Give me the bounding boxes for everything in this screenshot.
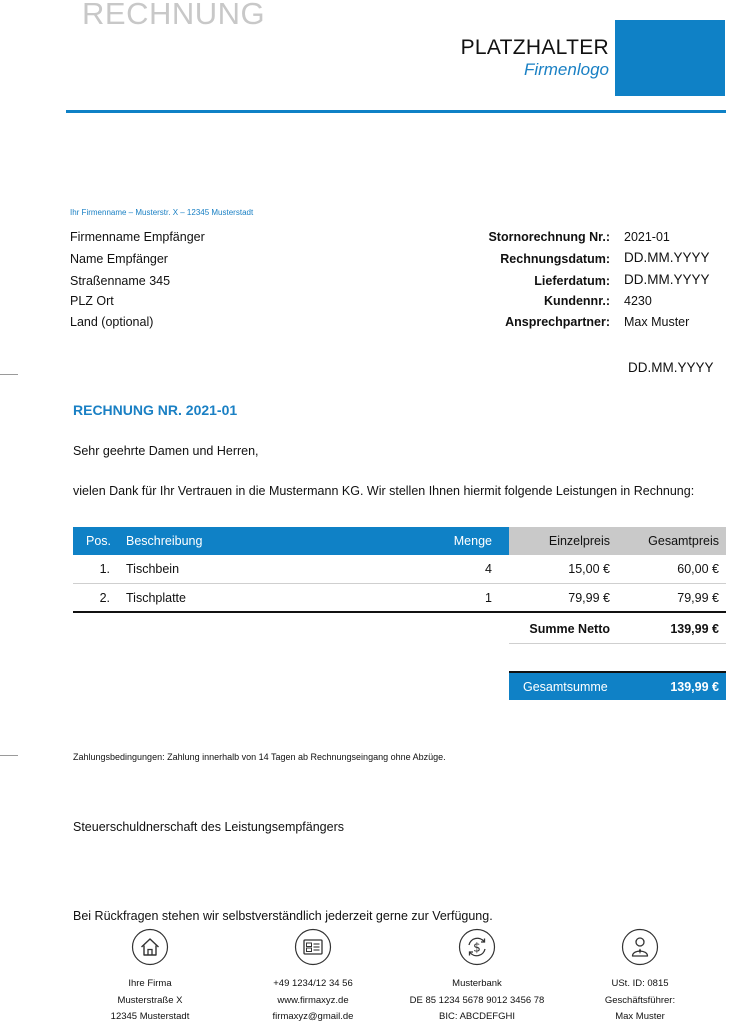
table-row — [73, 555, 726, 584]
meta-label-storno-number: Stornorechnung Nr.: — [488, 230, 610, 244]
line-items-table — [73, 527, 726, 613]
recipient-company: Firmenname Empfänger — [70, 230, 205, 244]
closing-text: Bei Rückfragen stehen wir selbstverständlich jederzeit gerne zur Verfügung. — [73, 909, 493, 923]
header-quantity: Menge — [453, 534, 492, 548]
meta-value-contact-person: Max Muster — [624, 315, 690, 329]
recipient-city: PLZ Ort — [70, 294, 114, 308]
recipient-name: Name Empfänger — [70, 252, 168, 266]
footer-contact — [223, 976, 403, 1024]
logo-line-2: Firmenlogo — [523, 60, 609, 79]
recipient-street: Straßenname 345 — [70, 274, 171, 288]
footer-email: firmaxyz@gmail.de — [272, 1011, 354, 1022]
net-sum-row — [509, 614, 726, 644]
cell-pos: 1. — [99, 562, 110, 576]
footer-company — [60, 976, 240, 1024]
cell-pos: 2. — [99, 591, 110, 605]
grand-total-value: 139,99 € — [670, 680, 719, 694]
grand-total-row — [509, 671, 726, 700]
document-title: RECHNUNG — [82, 0, 266, 31]
footer-company-line: 12345 Musterstadt — [110, 1011, 190, 1022]
logo-line-1: PLATZHALTER — [460, 36, 609, 59]
meta-value-delivery-date: DD.MM.YYYY — [624, 272, 710, 287]
cell-description: Tischbein — [126, 562, 180, 576]
document-date: DD.MM.YYYY — [628, 360, 714, 375]
footer-legal — [550, 976, 730, 1024]
header-unit-price: Einzelpreis — [548, 534, 610, 548]
logo-placeholder-box — [615, 20, 725, 96]
recipient-country: Land (optional) — [70, 315, 154, 329]
meta-label-delivery-date: Lieferdatum: — [534, 274, 610, 288]
cell-unit-price: 79,99 € — [568, 591, 610, 605]
payment-terms: Zahlungsbedingungen: Zahlung innerhalb von 14 Tagen ab Rechnungseingang ohne Abzüge. — [73, 752, 446, 762]
meta-value-invoice-date: DD.MM.YYYY — [624, 250, 710, 265]
header-divider — [66, 110, 726, 113]
footer-managing-director-label: Geschäftsführer: — [604, 994, 676, 1006]
meta-label-contact-person: Ansprechpartner: — [505, 315, 610, 329]
home-icon — [131, 928, 169, 966]
tax-note: Steuerschuldnerschaft des Leistungsempfängers — [73, 820, 344, 834]
cell-unit-price: 15,00 € — [568, 562, 610, 576]
header-description: Beschreibung — [126, 534, 203, 548]
greeting: Sehr geehrte Damen und Herren, — [73, 444, 259, 458]
footer-bank — [387, 976, 567, 1024]
cell-quantity: 1 — [485, 591, 492, 605]
invoice-heading: RECHNUNG NR. 2021-01 — [73, 402, 238, 418]
meta-label-customer-number: Kundennr.: — [544, 294, 610, 308]
footer-company-line: Musterstraße X — [117, 994, 183, 1006]
company-logo-text — [461, 36, 609, 80]
cell-quantity: 4 — [485, 562, 492, 576]
footer-vat-id: USt. ID: 0815 — [611, 978, 669, 989]
svg-text:$: $ — [473, 940, 481, 955]
net-sum-value: 139,99 € — [670, 622, 719, 636]
table-header — [73, 527, 726, 555]
grand-total-label: Gesamtsumme — [523, 680, 608, 694]
sender-address-line: Ihr Firmenname – Musterstr. X – 12345 Musterstadt — [70, 208, 254, 217]
meta-value-storno-number: 2021-01 — [624, 230, 670, 244]
header-pos: Pos. — [86, 534, 112, 548]
cell-total-price: 60,00 € — [677, 562, 719, 576]
meta-value-customer-number: 4230 — [624, 294, 652, 308]
footer-phone: +49 1234/12 34 56 — [273, 978, 353, 989]
cell-description: Tischplatte — [126, 591, 186, 605]
footer-bank-name: Musterbank — [452, 978, 502, 989]
net-sum-label: Summe Netto — [529, 622, 610, 636]
fold-mark-bottom — [0, 755, 18, 756]
table-row — [73, 584, 726, 613]
header-total-price: Gesamtpreis — [648, 534, 719, 548]
meta-label-invoice-date: Rechnungsdatum: — [500, 252, 610, 266]
manager-icon — [621, 928, 659, 966]
footer-managing-director-name: Max Muster — [615, 1011, 665, 1022]
footer-bic: BIC: ABCDEFGHI — [438, 1011, 515, 1022]
footer-company-line: Ihre Firma — [128, 978, 172, 989]
fold-mark-top — [0, 374, 18, 375]
money-transfer-icon — [458, 928, 496, 966]
intro-text: vielen Dank für Ihr Vertrauen in die Mustermann KG. Wir stellen Ihnen hiermit folgende Leistungen in Rechnung: — [73, 484, 695, 498]
cell-total-price: 79,99 € — [677, 591, 719, 605]
footer-iban: DE 85 1234 5678 9012 3456 78 — [409, 994, 545, 1006]
footer-website: www.firmaxyz.de — [277, 994, 349, 1006]
contact-card-icon — [294, 928, 332, 966]
